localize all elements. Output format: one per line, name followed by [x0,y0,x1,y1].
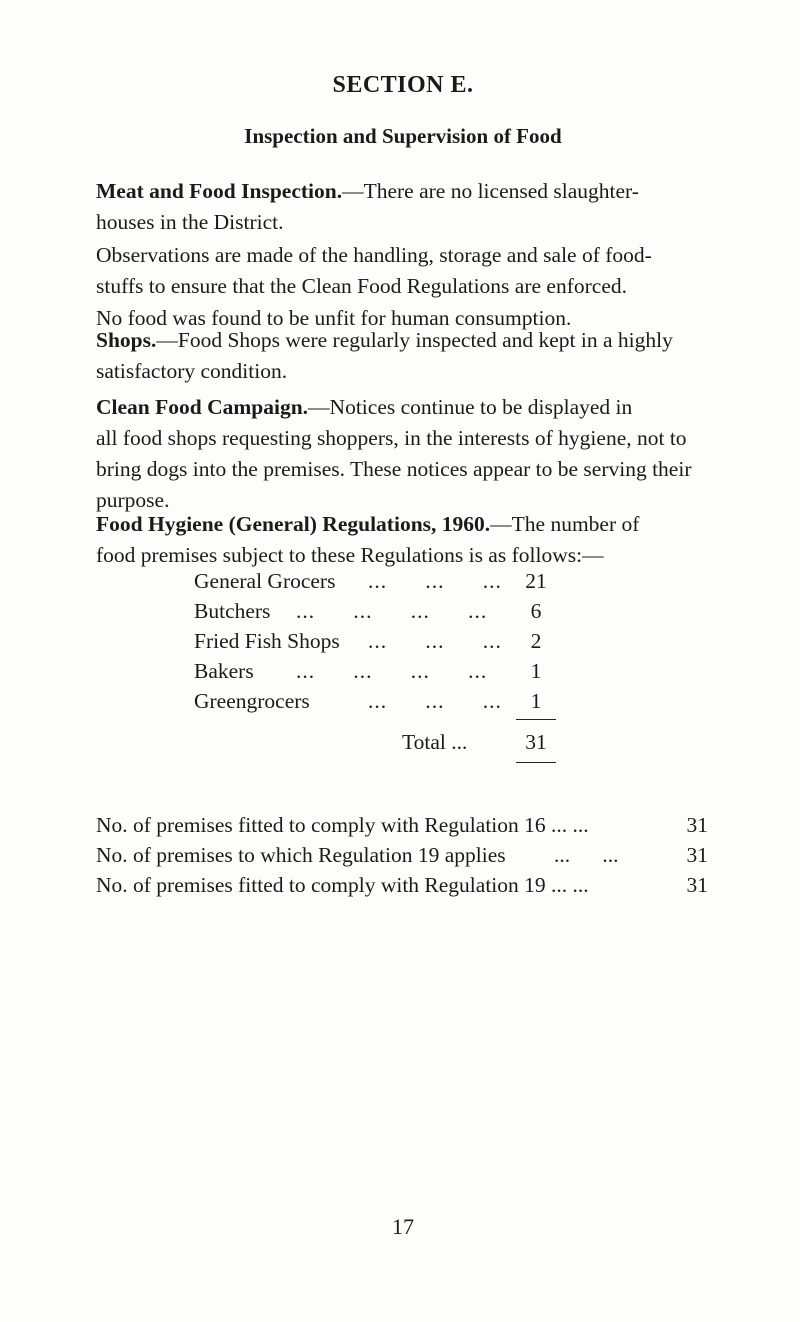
observations-line2: stuffs to ensure that the Clean Food Regulations are enforced. [96,274,627,298]
observations-line1: Observations are made of the handling, storage and sale of food- [96,243,652,267]
meat-line2: houses in the District. [96,210,284,234]
shops-text: —Food Shops were regularly inspected and kept in a highly [156,328,673,352]
regulation-label: No. of premises to which Regulation 19 applies ... ... [96,843,619,867]
leader-dots: ... ... ... [368,689,502,713]
paragraph-meat-inspection [96,176,710,238]
total-rule-top [516,719,556,720]
list-item [96,626,710,656]
campaign-text: —Notices continue to be displayed in [308,395,633,419]
regulation-row [96,840,710,870]
regulation-value: 31 [686,873,708,897]
meat-text: —There are no licensed slaughter- [342,179,639,203]
list-item [96,566,710,596]
list-item [96,656,710,686]
hygiene-text: —The number of [490,512,640,536]
premises-count: 6 [530,599,542,623]
section-title: SECTION E. [332,72,474,98]
paragraph-clean-food-campaign [96,392,710,516]
total-value: 31 [525,730,547,754]
regulation-value: 31 [686,843,708,867]
total-row [96,727,710,757]
paragraph-shops-text [96,325,710,387]
premises-count: 1 [530,659,542,683]
hygiene-line2: food premises subject to these Regulations is as follows:— [96,543,604,567]
premises-label: General Grocers [194,569,336,593]
premises-label: Butchers [194,599,271,623]
premises-count: 21 [525,569,547,593]
meat-lead: Meat and Food Inspection. [96,179,343,203]
premises-label: Fried Fish Shops [194,629,340,653]
page-number: 17 [392,1214,414,1239]
leader-dots: ... ... ... ... [296,599,488,623]
shops-line2: satisfactory condition. [96,359,288,383]
premises-count: 1 [530,689,542,713]
campaign-line3: bring dogs into the premises. These notices appear to be serving their [96,457,692,481]
campaign-lead: Clean Food Campaign. [96,395,309,419]
leader-dots: ... ... ... [368,629,502,653]
hygiene-lead: Food Hygiene (General) Regulations, 1960. [96,512,491,536]
list-item [96,596,710,626]
leader-dots: ... ... ... ... [296,659,488,683]
no-food-line: No food was found to be unfit for human consumption. [96,306,572,330]
campaign-line4: purpose. [96,488,170,512]
premises-count: 2 [530,629,542,653]
shops-lead: Shops. [96,328,157,352]
paragraph-observations [96,240,710,302]
regulation-value: 31 [686,813,708,837]
regulation-label: No. of premises fitted to comply with Regulation 16 ... ... [96,813,589,837]
leader-dots: ... ... ... [368,569,502,593]
paragraph-food-hygiene [96,509,710,571]
total-label: Total ... [402,730,468,754]
premises-label: Bakers [194,659,254,683]
regulation-label: No. of premises fitted to comply with Regulation 19 ... ... [96,873,589,897]
regulation-row [96,870,710,900]
premises-label: Greengrocers [194,689,310,713]
campaign-line2: all food shops requesting shoppers, in the interests of hygiene, not to [96,426,687,450]
regulation-row [96,810,710,840]
list-item [96,686,710,716]
total-rule-bottom [516,762,556,763]
section-subtitle: Inspection and Supervision of Food [244,124,562,148]
